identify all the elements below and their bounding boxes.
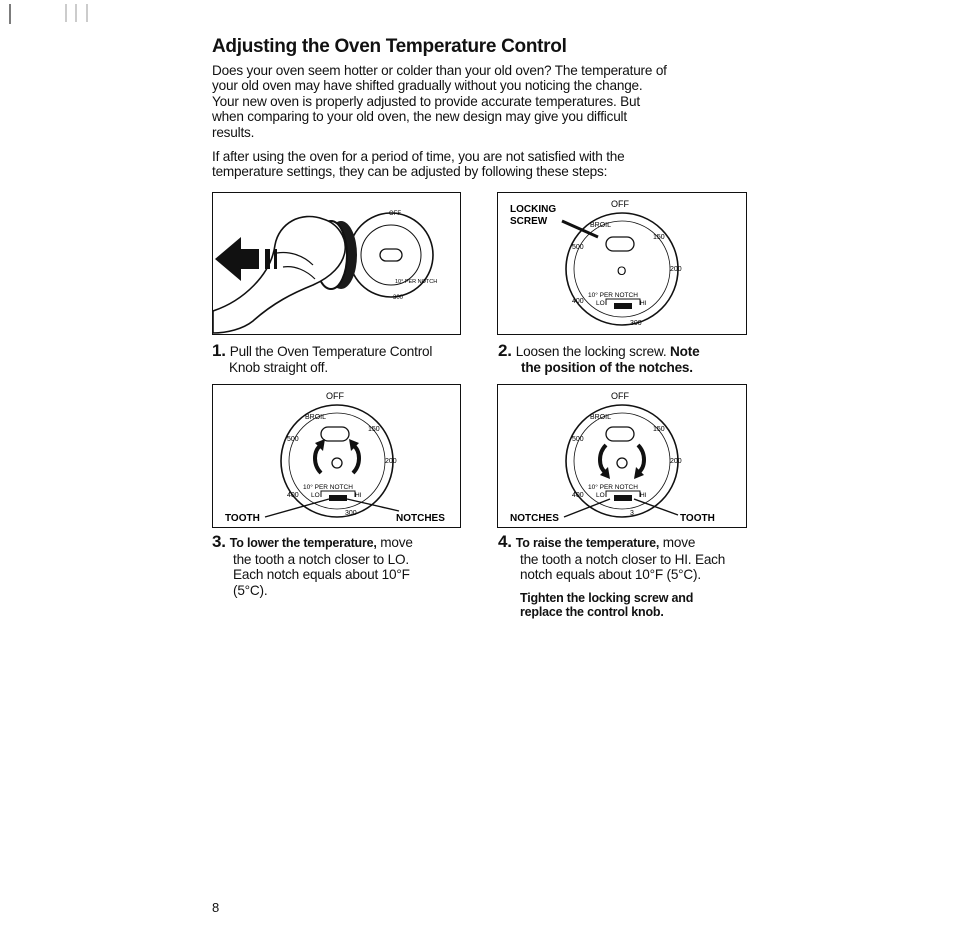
tooth-pointer — [634, 499, 678, 515]
temp-150: 150 — [653, 234, 665, 241]
temp-150: 150 — [653, 426, 665, 433]
lo-label: LO — [596, 300, 605, 307]
step-text-bold: Note — [670, 344, 700, 359]
lo-label: LO — [311, 492, 320, 499]
screw-label: SCREW — [510, 216, 548, 227]
temp-200: 200 — [670, 266, 682, 273]
temp-500: 500 — [572, 436, 584, 443]
page-title: Adjusting the Oven Temperature Control — [212, 36, 567, 57]
notches-label: NOTCHES — [510, 513, 559, 524]
step-text: (5°C). — [233, 582, 268, 598]
hi-label: HI — [640, 492, 647, 499]
step-text-bold: To raise the temperature, — [515, 536, 660, 550]
temp-200: 200 — [670, 458, 682, 465]
intro-paragraph-2 — [212, 149, 752, 180]
lo-label: LO — [596, 492, 605, 499]
per-notch-label: 10° PER NOTCH — [303, 484, 353, 491]
step-text: the tooth a notch closer to LO. — [233, 551, 409, 567]
step-text: Each notch equals about 10°F — [233, 567, 410, 583]
rotate-left-icon — [600, 445, 606, 473]
temp-300: 300 — [345, 510, 357, 517]
off-label: OFF — [389, 211, 401, 217]
off-label: OFF — [611, 199, 629, 209]
scan-marks — [0, 0, 100, 30]
locking-screw-illustration — [498, 193, 748, 336]
knob-pull-illustration — [213, 193, 462, 336]
per-notch-label: 10° PER NOTCH — [588, 292, 638, 299]
center-mark: O — [617, 264, 627, 278]
text-line: results. — [212, 124, 255, 140]
lower-temperature-dial — [213, 385, 462, 529]
step-text-bold: To lower the temperature, — [229, 536, 377, 550]
rotate-right-icon — [353, 445, 359, 473]
hi-label: HI — [640, 300, 647, 307]
step-text-bold: Tighten the locking screw and — [520, 590, 694, 605]
per-notch-label: 10° PER NOTCH — [395, 279, 438, 285]
temp-150: 150 — [368, 426, 380, 433]
step-3 — [212, 534, 472, 598]
figure-locking-screw — [497, 192, 747, 335]
rotate-left-icon — [315, 445, 321, 473]
temp-500: 500 — [572, 244, 584, 251]
temp-200: 200 — [385, 458, 397, 465]
text-line: If after using the oven for a period of time, you are not satisfied with the — [212, 149, 625, 164]
broil-label: BROIL — [590, 222, 612, 229]
temp-400: 400 — [572, 492, 584, 499]
text-line: Your new oven is properly adjusted to provide accurate temperatures. But — [212, 93, 640, 109]
off-label: OFF — [326, 391, 344, 401]
off-label: OFF — [611, 391, 629, 401]
step-2 — [498, 343, 758, 375]
text-line: temperature settings, they can be adjusted by following these steps: — [212, 164, 608, 180]
step-text: notch equals about 10°F (5°C). — [520, 567, 701, 583]
broil-label: BROIL — [305, 414, 327, 421]
step-text-bold: replace the control knob. — [520, 605, 664, 620]
temp-300: 3 — [630, 510, 634, 517]
broil-label: BROIL — [590, 414, 612, 421]
temp-300: 300 — [630, 320, 642, 327]
step-text: move — [659, 535, 696, 550]
raise-temperature-dial — [498, 385, 748, 529]
step-4 — [498, 534, 760, 620]
text-line: Does your oven seem hotter or colder than your old oven? The temperature of — [212, 63, 667, 78]
step-text: move — [376, 535, 413, 550]
step-text: the tooth a notch closer to HI. Each — [520, 551, 726, 567]
notches-label: NOTCHES — [396, 513, 445, 524]
hi-label: HI — [355, 492, 362, 499]
temp-400: 400 — [572, 298, 584, 305]
temp-500: 500 — [287, 436, 299, 443]
per-notch-label: 10° PER NOTCH — [588, 484, 638, 491]
intro-paragraph-1 — [212, 63, 752, 140]
step-number: 4. — [498, 532, 512, 551]
step-text: Loosen the locking screw. — [515, 344, 671, 359]
step-number: 1. — [212, 341, 226, 360]
locking-label: LOCKING — [510, 204, 557, 215]
temp-400: 400 — [287, 492, 299, 499]
step-number: 2. — [498, 341, 512, 360]
figure-pull-knob — [212, 192, 461, 335]
figure-raise-temperature — [497, 384, 747, 528]
step-number: 3. — [212, 532, 226, 551]
temp-300: 300 — [393, 295, 404, 301]
page-number: 8 — [212, 900, 220, 915]
tooth-label: TOOTH — [225, 513, 260, 524]
step-text: Pull the Oven Temperature Control — [229, 344, 433, 359]
step-text: Knob straight off. — [229, 359, 328, 375]
rotate-right-icon — [638, 445, 644, 473]
pull-arrow-icon — [215, 237, 259, 281]
step-1 — [212, 343, 472, 375]
text-line: when comparing to your old oven, the new design may give you difficult — [212, 109, 627, 125]
figure-lower-temperature — [212, 384, 461, 528]
text-line: your old oven may have shifted gradually without you noticing the change. — [212, 78, 643, 94]
step-text-bold: the position of the notches. — [521, 359, 693, 375]
tooth-label: TOOTH — [680, 513, 715, 524]
